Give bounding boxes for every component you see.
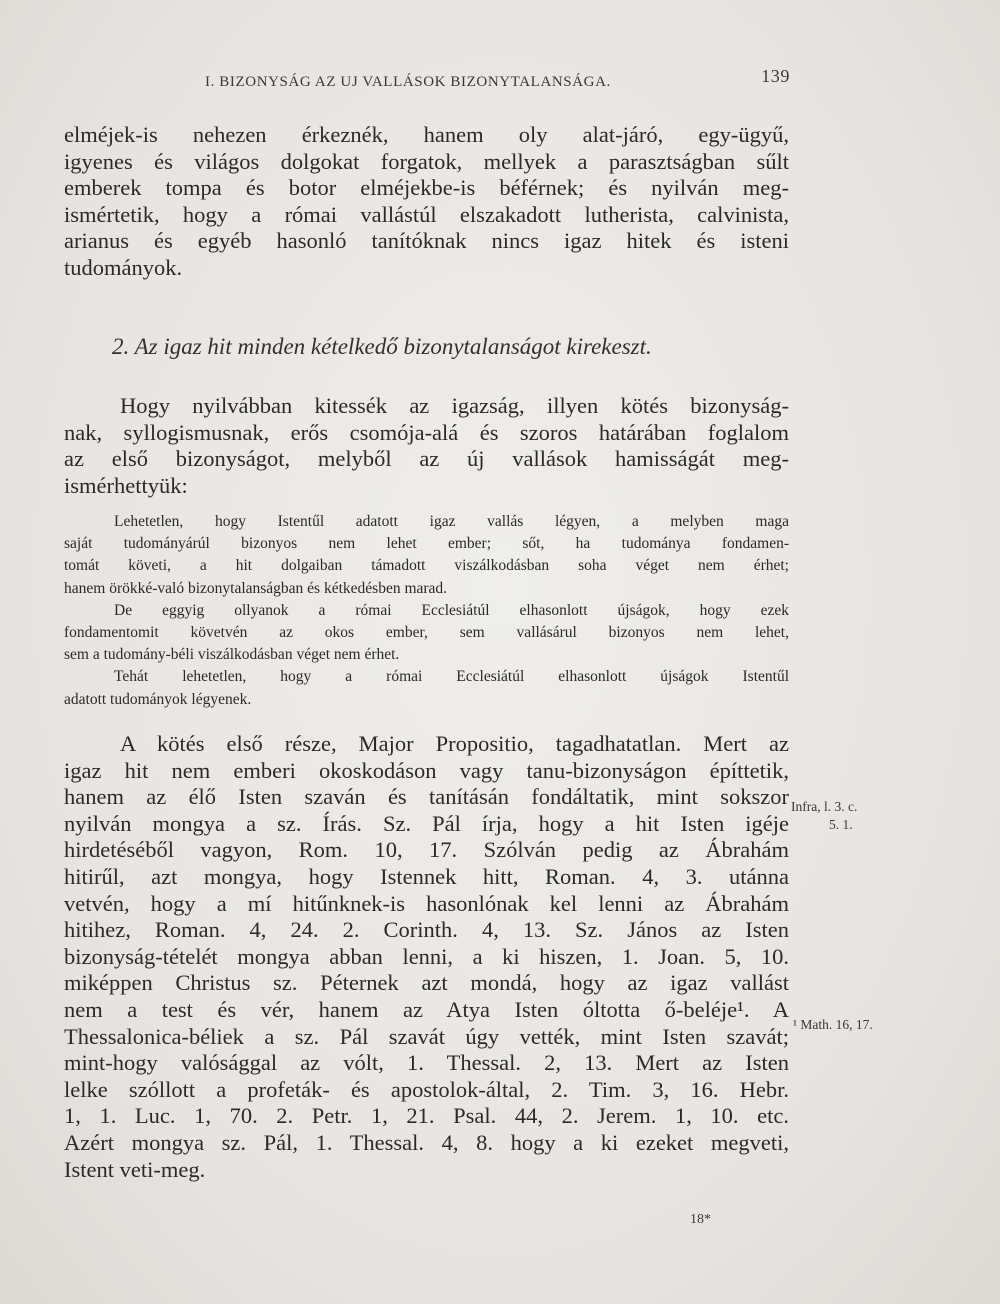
text-line: nem a test és vér, hanem az Atya Isten óltotta ő-beléje¹. A bbox=[64, 996, 789, 1022]
text-line: ismérhettyük: bbox=[64, 472, 188, 498]
text-line: hitirűl, azt mongya, hogy Istennek hitt, Roman. 4, 3. utánna bbox=[64, 863, 789, 889]
margin-note-math: ¹ Math. 16, 17. bbox=[793, 1017, 873, 1032]
text-line: az első bizonyságot, melyből az új vallások hamisságát meg- bbox=[64, 446, 789, 472]
text-line: saját tudományárúl bizonyos nem lehet ember; sőt, ha tudománya fondamen- bbox=[64, 535, 789, 553]
text-line: igaz hit nem emberi okoskodáson vagy tanu-bizonyságon építtetik, bbox=[64, 757, 789, 783]
text-line: Tehát lehetetlen, hogy a római Ecclesiátúl elhasonlott újságok Istentűl bbox=[114, 668, 789, 686]
margin-note-infra: Infra, l. 3. c. bbox=[791, 799, 858, 814]
margin-note-infra-cont: 5. 1. bbox=[829, 817, 853, 832]
text-line: De eggyig ollyanok a római Ecclesiátúl elhasonlott újságok, hogy ezek bbox=[114, 601, 789, 619]
text-line: Lehetetlen, hogy Istentűl adatott igaz vallás légyen, a melyben maga bbox=[114, 513, 789, 530]
text-line: adatott tudományok légyenek. bbox=[64, 690, 252, 708]
text-line: elméjek-is nehezen érkeznék, hanem oly alat-járó, egy-ügyű, bbox=[64, 122, 789, 147]
text-line: miképpen Christus sz. Péternek azt mondá, hogy az igaz vallást bbox=[64, 970, 789, 996]
running-title: I. BIZONYSÁG AZ UJ VALLÁSOK BIZONYTALANSÁGA. bbox=[205, 74, 611, 90]
text-line: Istent veti-meg. bbox=[64, 1156, 206, 1182]
text-line: ismértetik, hogy a római vallástúl elszakadott lutherista, calvinista, bbox=[64, 201, 789, 227]
text-line: sem a tudomány-béli viszálkodásban véget nem érhet. bbox=[64, 646, 400, 664]
text-line: A kötés első része, Major Propositio, tagadhatatlan. Mert az bbox=[120, 731, 789, 756]
text-line: hirdetéséből vagyon, Rom. 10, 17. Szólván pedig az Ábrahám bbox=[64, 837, 789, 863]
text-line: hitihez, Roman. 4, 24. 2. Corinth. 4, 13. Sz. János az Isten bbox=[64, 917, 789, 943]
paragraph-intro-syllogism bbox=[64, 393, 789, 499]
text-line: fondamentomit követvén az okos ember, sem vallásárul bizonyos nem lehet, bbox=[64, 624, 789, 642]
text-line: tudományok. bbox=[64, 254, 183, 280]
text-line: Azért mongya sz. Pál, 1. Thessal. 4, 8. hogy a ki ezeket megveti, bbox=[64, 1129, 789, 1155]
text-line: Thessalonica-béliek a sz. Pál szavát úgy vették, mint Isten szavát; bbox=[64, 1023, 789, 1049]
paragraph-continuation bbox=[64, 122, 789, 282]
text-line: bizonyság-tételét mongya abban lenni, a ki hiszen, 1. Joan. 5, 10. bbox=[64, 943, 789, 969]
signature-mark: 18* bbox=[690, 1212, 711, 1227]
syllogism-block bbox=[64, 511, 789, 711]
text-line: nyilván mongya a sz. Írás. Sz. Pál írja, hogy a hit Isten igéje bbox=[64, 810, 789, 836]
text-line: hanem az élő Isten szaván és tanításán fondáltatik, mint sokszor bbox=[64, 784, 789, 810]
page-number: 139 bbox=[761, 66, 790, 86]
text-line: emberek tompa és botor elméjekbe-is béférnek; és nyilván meg- bbox=[64, 175, 789, 201]
text-line: 1, 1. Luc. 1, 70. 2. Petr. 1, 21. Psal. 44, 2. Jerem. 1, 10. etc. bbox=[64, 1103, 789, 1129]
text-line: hanem örökké-való bizonytalanságban és kétkedésben marad. bbox=[64, 579, 448, 597]
text-line: lelke szóllott a profeták- és apostolok-által, 2. Tim. 3, 16. Hebr. bbox=[64, 1076, 789, 1102]
text-line: Hogy nyilvábban kitessék az igazság, illyen kötés bizonyság- bbox=[120, 393, 789, 418]
page-header bbox=[205, 66, 790, 92]
text-line: igyenes és világos dolgokat forgatok, mellyek a parasztságban sűlt bbox=[64, 148, 789, 174]
text-line: vetvén, hogy a mí hitűnknek-is hasonlónak kel lenni az Ábrahám bbox=[64, 890, 789, 916]
section-heading: 2. Az igaz hit minden kételkedő bizonytalanságot kirekeszt. bbox=[112, 334, 652, 359]
text-line: tomát követi, a hit dolgaiban támadott viszálkodásban soha véget nem érhet; bbox=[64, 557, 789, 575]
text-line: nak, syllogismusnak, erős csomója-alá és szoros határában foglalom bbox=[64, 419, 789, 445]
text-line: arianus és egyéb hasonló tanítóknak nincs igaz hitek és isteni bbox=[64, 228, 789, 254]
paragraph-major-propositio bbox=[64, 731, 789, 1183]
text-line: mint-hogy valósággal az vólt, 1. Thessal. 2, 13. Mert az Isten bbox=[64, 1050, 789, 1076]
